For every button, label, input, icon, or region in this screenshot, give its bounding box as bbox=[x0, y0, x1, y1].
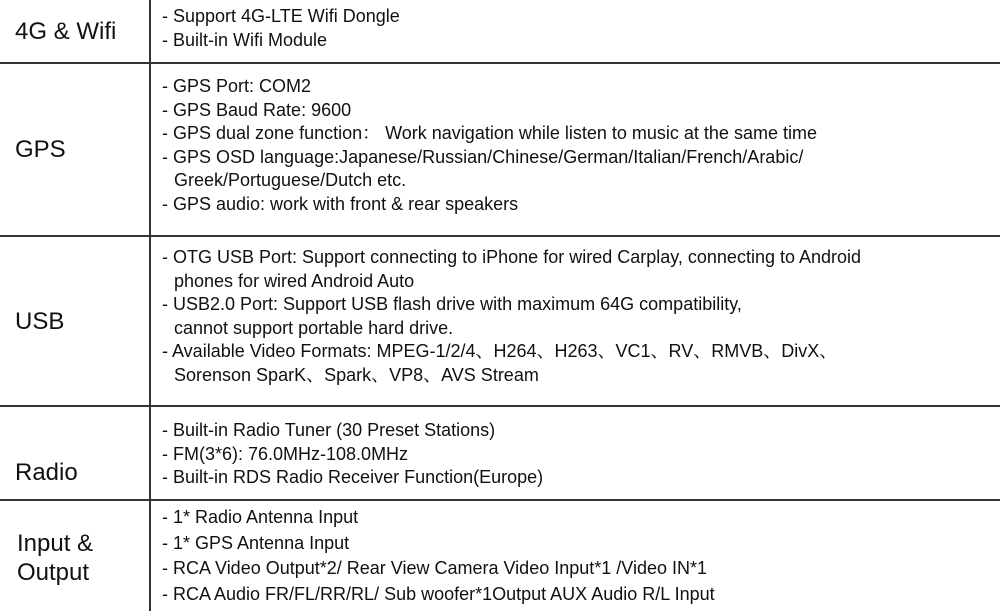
spec-line: Greek/Portuguese/Dutch etc. bbox=[174, 170, 407, 190]
row-separator bbox=[0, 235, 1000, 237]
row-separator bbox=[0, 499, 1000, 501]
spec-line: - GPS Baud Rate: 9600 bbox=[162, 99, 352, 120]
row-specs-4g-wifi bbox=[162, 5, 996, 52]
spec-line: cannot support portable hard drive. bbox=[174, 317, 454, 338]
spec-line: - Built-in Radio Tuner (30 Preset Stations) bbox=[162, 420, 496, 440]
row-separator bbox=[0, 405, 1000, 407]
spec-line: - Built-in RDS Radio Receiver Function(Europe) bbox=[162, 467, 544, 487]
row-label-usb bbox=[0, 237, 149, 405]
row-label-text: GPS bbox=[15, 136, 66, 163]
spec-line: - Support 4G-LTE Wifi Dongle bbox=[162, 6, 400, 26]
spec-line: phones for wired Android Auto bbox=[174, 270, 415, 291]
row-specs-input-output bbox=[162, 505, 996, 607]
column-divider bbox=[149, 0, 151, 611]
row-label-text: Input & bbox=[17, 530, 94, 557]
row-label-text: 4G & Wifi bbox=[15, 17, 117, 45]
spec-line: - OTG USB Port: Support connecting to iPhone for wired Carplay, connecting to Android bbox=[162, 247, 862, 267]
row-label-radio bbox=[0, 407, 149, 501]
spec-line: - FM(3*6): 76.0MHz-108.0MHz bbox=[162, 443, 409, 464]
row-specs-usb bbox=[162, 246, 996, 387]
row-label-4g-wifi bbox=[0, 0, 149, 62]
spec-line: - 1* Radio Antenna Input bbox=[162, 507, 359, 527]
spec-line: - GPS OSD language:Japanese/Russian/Chinese/German/Italian/French/Arabic/ bbox=[162, 146, 804, 167]
spec-line: - Built-in Wifi Module bbox=[162, 29, 328, 50]
spec-line: Sorenson SparK、Spark、VP8、AVS Stream bbox=[174, 364, 539, 385]
row-label-gps bbox=[0, 64, 149, 235]
spec-line: - 1* GPS Antenna Input bbox=[162, 532, 350, 553]
row-label-text: Output bbox=[17, 559, 90, 586]
row-label-text: Radio bbox=[15, 459, 78, 486]
row-label-input-output bbox=[0, 501, 149, 611]
row-label-text: USB bbox=[15, 307, 65, 335]
row-specs-gps bbox=[162, 75, 996, 216]
spec-line: - Available Video Formats: MPEG-1/2/4、H264、H263、VC1、RV、RMVB、DivX、 bbox=[162, 341, 838, 361]
spec-line: - GPS Port: COM2 bbox=[162, 76, 312, 96]
spec-line: - RCA Audio FR/FL/RR/RL/ Sub woofer*1Output AUX Audio R/L Input bbox=[162, 583, 715, 604]
spec-line: - RCA Video Output*2/ Rear View Camera Video Input*1 /Video IN*1 bbox=[162, 558, 707, 578]
spec-line: - GPS dual zone function： Work navigation while listen to music at the same time bbox=[162, 123, 817, 143]
spec-line: - USB2.0 Port: Support USB flash drive with maximum 64G compatibility, bbox=[162, 294, 742, 314]
row-specs-radio bbox=[162, 419, 996, 490]
spec-line: - GPS audio: work with front & rear speakers bbox=[162, 193, 519, 214]
row-separator bbox=[0, 62, 1000, 64]
